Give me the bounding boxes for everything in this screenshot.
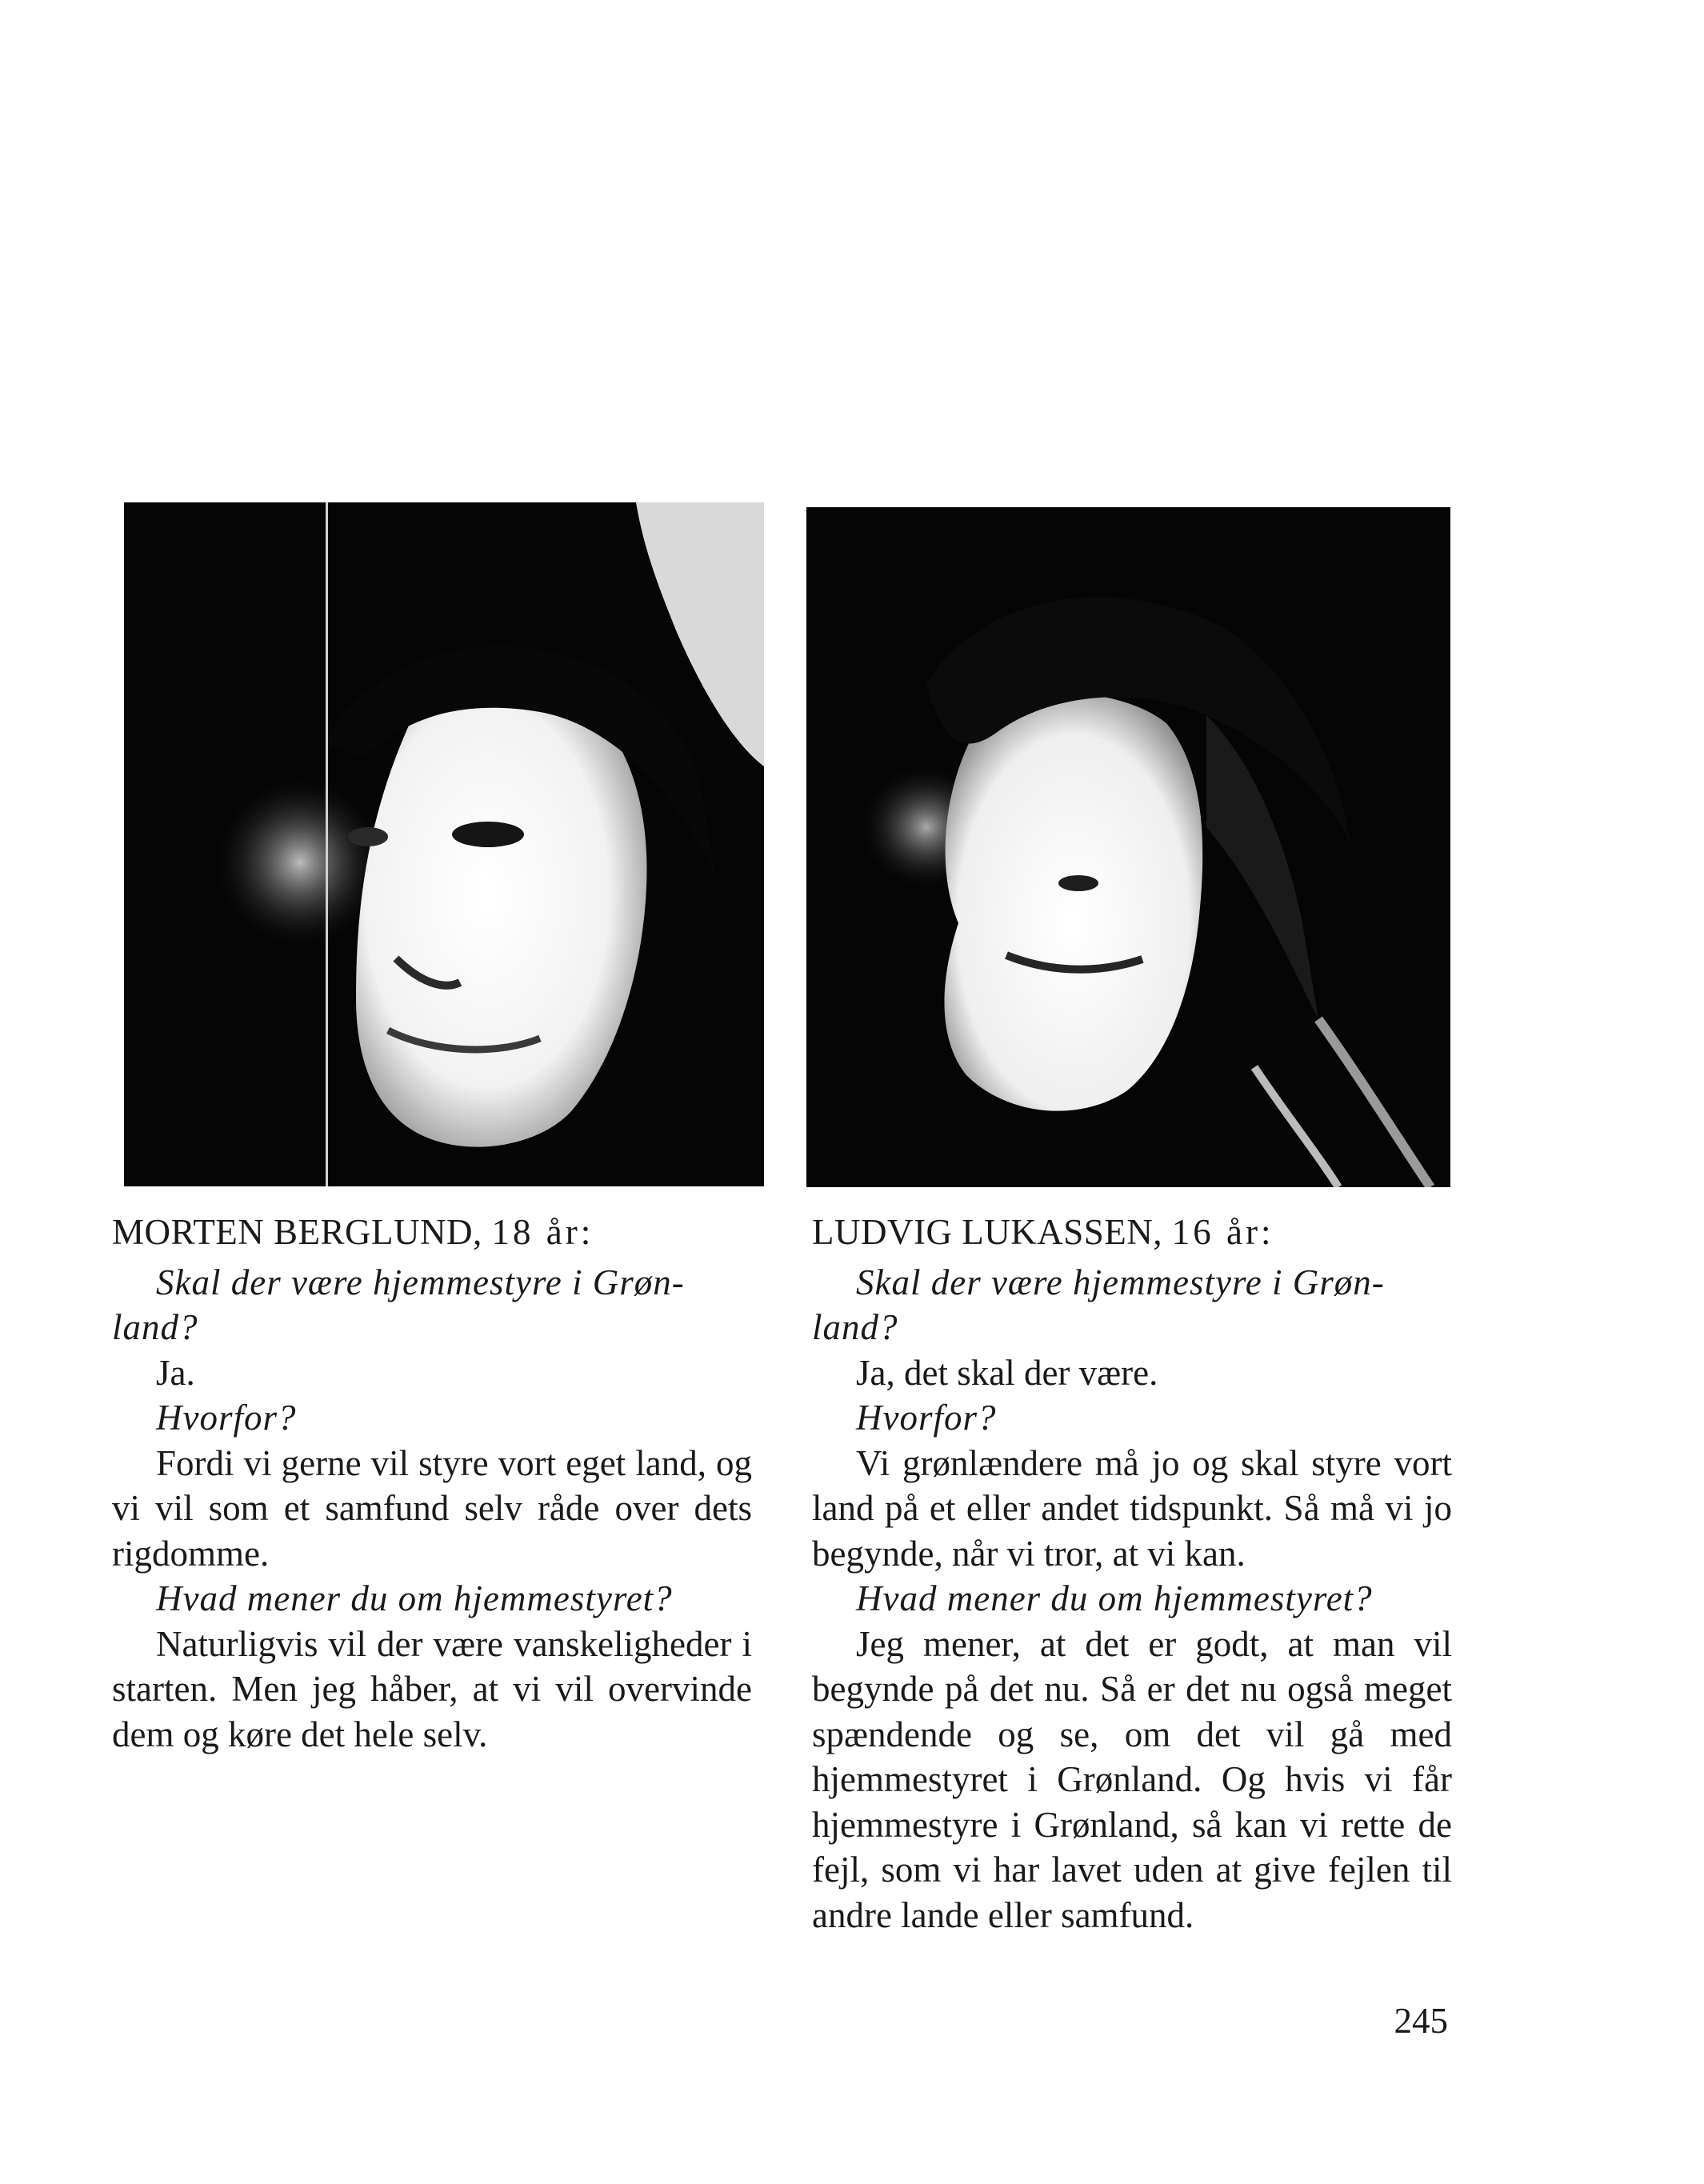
answer-3: Jeg mener, at det er godt, at man vil begynde på det nu. Så er det nu også meget spændende og se, om det vil gå med hjemmestyret i Grønland. Og hvis vi får hjemmestyre i Grønland, så kan vi rette de fejl, som vi har lavet uden at give fejlen til andre lande eller samfund.: [812, 1623, 1452, 1935]
page-number: 245: [1394, 2001, 1448, 2041]
question-1-line-1: Skal der være hjemmestyre i Grøn-: [856, 1262, 1385, 1302]
speaker-age: 18 år:: [491, 1212, 594, 1252]
answer-1: Ja.: [156, 1352, 195, 1393]
portrait-photo-morten-berglund-graphic: [124, 502, 764, 1186]
portrait-photo-morten-berglund: [124, 502, 764, 1186]
answer-2: Vi grønlændere må jo og skal styre vort land på et eller andet tidspunkt. Så må vi jo begynde, når vi tror, at vi kan.: [812, 1442, 1452, 1574]
portrait-photo-ludvig-lukassen-graphic: [806, 507, 1450, 1187]
speaker-name: LUDVIG LUKASSEN,: [812, 1212, 1162, 1252]
question-3: Hvad mener du om hjemmestyret?: [156, 1578, 673, 1618]
question-2: Hvorfor?: [156, 1398, 297, 1438]
portrait-photo-ludvig-lukassen: [806, 507, 1450, 1187]
speaker-heading: [112, 1210, 752, 1255]
answer-2: Fordi vi gerne vil styre vort eget land, og vi vil som et samfund selv råde over dets rigdomme.: [112, 1442, 752, 1574]
question-1-line-1: Skal der være hjemmestyre i Grøn-: [156, 1262, 685, 1302]
interview-column-right: [812, 1210, 1452, 1938]
question-1-line-2: land?: [112, 1307, 198, 1347]
answer-1: Ja, det skal der være.: [856, 1352, 1158, 1393]
interview-column-left: [112, 1210, 752, 1757]
question-1-line-2: land?: [812, 1307, 898, 1347]
answer-3: Naturligvis vil der være vanskeligheder i starten. Men jeg håber, at vi vil overvinde dem og køre det hele selv.: [112, 1623, 752, 1754]
question-2: Hvorfor?: [856, 1398, 997, 1438]
speaker-heading: [812, 1210, 1452, 1255]
question-3: Hvad mener du om hjemmestyret?: [856, 1578, 1373, 1618]
speaker-age: 16 år:: [1171, 1212, 1274, 1252]
speaker-name: MORTEN BERGLUND,: [112, 1212, 482, 1252]
